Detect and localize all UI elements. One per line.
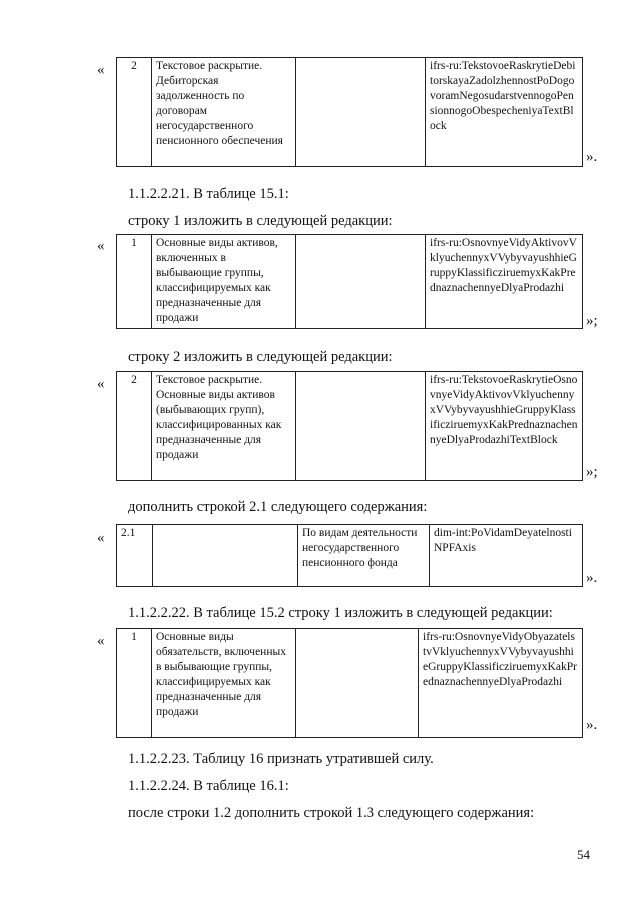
table-row — [117, 58, 583, 167]
close-quote: ». — [586, 149, 598, 165]
row-number: 2 — [117, 372, 152, 481]
open-quote: « — [97, 633, 105, 649]
paragraph: строку 1 изложить в следующей редакции: — [128, 213, 393, 229]
open-quote: « — [97, 376, 105, 392]
row-number: 2.1 — [117, 525, 153, 587]
row-code: dim-int:PoVidamDeyatelnostiNPFAxis — [430, 525, 583, 587]
table-row — [117, 629, 583, 738]
table-fragment — [116, 628, 583, 738]
table-row — [117, 525, 583, 587]
paragraph: 1.1.2.2.22. В таблице 15.2 строку 1 изложить в следующей редакции: — [128, 605, 553, 621]
paragraph: 1.1.2.2.21. В таблице 15.1: — [128, 186, 289, 202]
close-quote: ». — [586, 717, 598, 733]
table-fragment — [116, 524, 583, 587]
table-fragment — [116, 234, 583, 329]
paragraph: 1.1.2.2.24. В таблице 16.1: — [128, 778, 289, 794]
open-quote: « — [97, 238, 105, 254]
close-quote: »; — [586, 464, 598, 480]
open-quote: « — [97, 530, 105, 546]
row-label — [153, 525, 298, 587]
row-code: ifrs-ru:OsnovnyeVidyObyazatelstvVklyuchennyxVVybyvayushhieGruppyKlassificziruemyxKakPrednaznachennyeDlyaProdazhi — [419, 629, 583, 738]
paragraph: после строки 1.2 дополнить строкой 1.3 следующего содержания: — [128, 805, 535, 821]
table-row — [117, 235, 583, 329]
paragraph: 1.1.2.2.23. Таблицу 16 признать утратившей силу. — [128, 751, 434, 767]
table-row — [117, 372, 583, 481]
close-quote: ». — [586, 570, 598, 586]
paragraph: дополнить строкой 2.1 следующего содержания: — [128, 499, 428, 515]
row-dimension — [296, 58, 426, 167]
row-label: Основные виды обязательств, включенных в выбывающие группы, классифицируемых как предназначенные для продажи — [152, 629, 296, 738]
table-fragment — [116, 371, 583, 481]
row-number: 2 — [117, 58, 152, 167]
open-quote: « — [97, 62, 105, 78]
row-number: 1 — [117, 629, 152, 738]
close-quote: »; — [586, 313, 598, 329]
table-fragment — [116, 57, 583, 167]
row-dimension — [296, 235, 426, 329]
row-label: Основные виды активов, включенных в выбывающие группы, классифицируемых как предназначенные для продажи — [152, 235, 296, 329]
page-number: 54 — [577, 847, 590, 862]
row-dimension — [296, 629, 419, 738]
row-label: Текстовое раскрытие. Дебиторская задолженность по договорам негосударственного пенсионного обеспечения — [152, 58, 296, 167]
row-number: 1 — [117, 235, 152, 329]
row-code: ifrs-ru:OsnovnyeVidyAktivovVklyuchennyxVVybyvayushhieGruppyKlassificziruemyxKakPrednaznachennyeDlyaProdazhi — [426, 235, 583, 329]
row-code: ifrs-ru:TekstovoeRaskrytieOsnovnyeVidyAktivovVklyuchennyxVVybyvayushhieGruppyKlassificziruemyxKakPrednaznachennyeDlyaProdazhiTextBlock — [426, 372, 583, 481]
paragraph: строку 2 изложить в следующей редакции: — [128, 349, 393, 365]
row-code: ifrs-ru:TekstovoeRaskrytieDebitorskayaZadolzhennostPoDogovoramNegosudarstvennogoPensionnogoObespecheniyaTextBlock — [426, 58, 583, 167]
row-dimension — [296, 372, 426, 481]
row-label: Текстовое раскрытие. Основные виды активов (выбывающих групп), классифицированных как предназначенные для продажи — [152, 372, 296, 481]
row-dimension: По видам деятельности негосударственного пенсионного фонда — [298, 525, 430, 587]
